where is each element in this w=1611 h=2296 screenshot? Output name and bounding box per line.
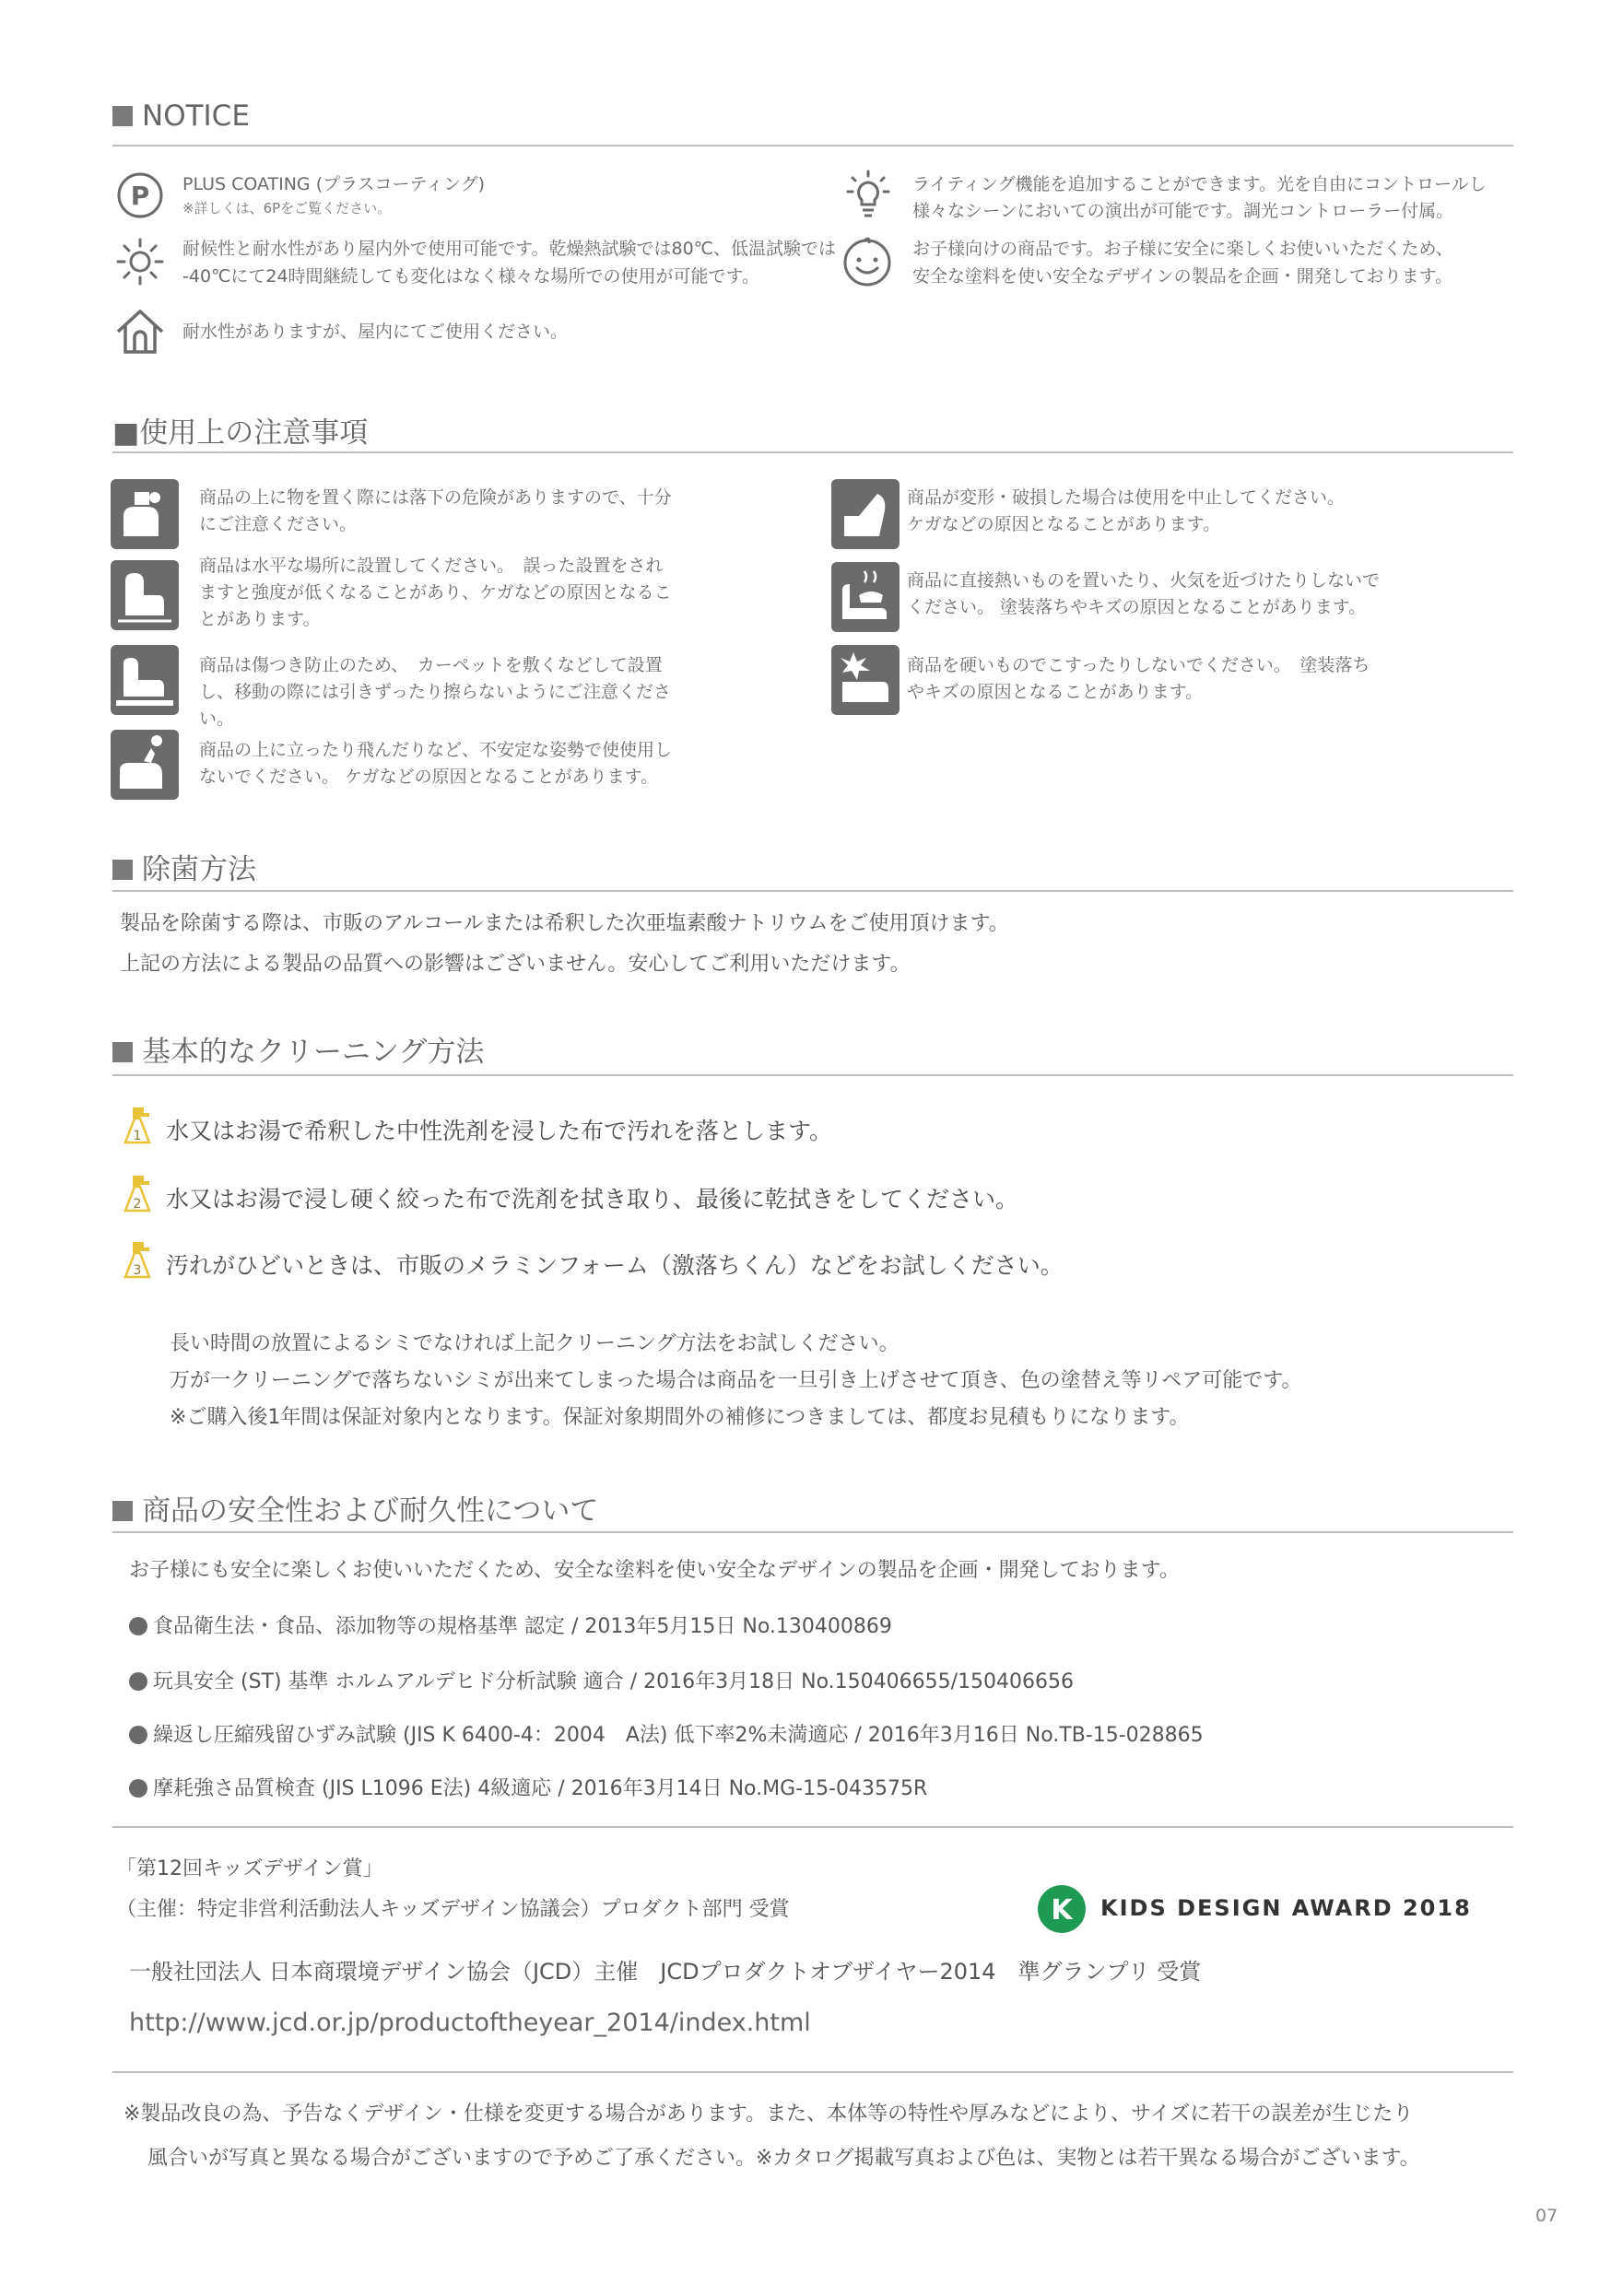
caution-left-2-line-2: ますと強度が低くなることがあり、ケガなどの原因となるこ <box>199 582 672 603</box>
safety-item: 摩耗強さ品質検査 (JIS L1096 E法) 4級適応 / 2016年3月14日 No.MG-15-043575R <box>129 1773 927 1801</box>
caution-right-1-line-1: 商品が変形・破損した場合は使用を中止してください。 <box>907 487 1346 508</box>
caution-left-3-line-3: い。 <box>199 709 235 729</box>
kids-design-logo-icon <box>1036 1883 1088 1935</box>
notice-kids-line-2: 安全な塗料を使い安全なデザインの製品を企画・開発しております。 <box>912 266 1453 287</box>
caution-left-2-line-1: 商品は水平な場所に設置してください。 誤った設置をされ <box>199 556 664 576</box>
caution-left-1-line-2: にご注意ください。 <box>199 514 358 534</box>
objects-on-seat-icon <box>111 479 179 549</box>
caution-left-4-line-1: 商品の上に立ったり飛んだりなど、不安定な姿勢で使使用し <box>199 740 673 760</box>
kids-award-title: 「第12回キッズデザイン賞」 <box>116 1857 383 1880</box>
step-2-number: 2 <box>133 1197 142 1212</box>
spray-bottle-step-1-icon <box>123 1106 151 1146</box>
bullet-dot-icon <box>129 1726 147 1744</box>
caution-left-1-line-1: 商品の上に物を置く際には落下の危険がありますので、十分 <box>199 487 672 508</box>
notice-lighting-line-2: 様々なシーンにおいての演出が可能です。調光コントローラー付属。 <box>912 201 1454 221</box>
scratch-icon <box>831 645 900 715</box>
divider <box>112 1074 1513 1076</box>
spray-bottle-step-3-icon <box>123 1240 151 1281</box>
notice-weather-line-2: -40℃にて24時間継続しても変化はなく様々な場所での使用が可能です。 <box>182 266 760 287</box>
step-1-number: 1 <box>133 1129 142 1143</box>
jcd-award: 一般社団法人 日本商環境デザイン協会（JCD）主催 JCDプロダクトオブザイヤー2014 準グランプリ 受賞 <box>129 1959 1202 1985</box>
notice-plus-coating-title: PLUS COATING (プラスコーティング) <box>182 174 486 194</box>
heading-square-icon <box>112 1042 133 1062</box>
carpet-icon <box>111 645 179 715</box>
notice-indoor-line: 耐水性がありますが、屋内にてご使用ください。 <box>182 322 569 342</box>
divider <box>112 1826 1513 1828</box>
spray-bottle-step-2-icon <box>123 1174 151 1214</box>
hot-object-icon <box>831 562 900 632</box>
kids-design-award-text: KIDS DESIGN AWARD 2018 <box>1100 1895 1472 1921</box>
jcd-url-link[interactable]: http://www.jcd.or.jp/productoftheyear_2014/index.html <box>129 2009 811 2037</box>
notice-plus-coating-note: ※詳しくは、6Pをご覧ください。 <box>182 200 392 217</box>
cleaning-step-1: 水又はお湯で希釈した中性洗剤を浸した布で汚れを落とします。 <box>166 1118 833 1144</box>
bullet-dot-icon <box>129 1779 147 1798</box>
cleaning-heading: 基本的なクリーニング方法 <box>112 1028 484 1070</box>
lightbulb-icon <box>842 170 894 221</box>
svg-text:P: P <box>130 181 150 211</box>
caution-heading: ■使用上の注意事項 <box>112 416 369 450</box>
heading-square-icon <box>112 860 133 880</box>
bullet-dot-icon <box>129 1672 147 1691</box>
caution-left-4-line-2: ないでください。 ケガなどの原因となることがあります。 <box>199 767 659 787</box>
caution-left-3-line-1: 商品は傷つき防止のため、 カーペットを敷くなどして設置 <box>199 655 663 675</box>
divider <box>112 2071 1513 2073</box>
house-icon <box>114 308 166 356</box>
caution-right-3-line-2: やキズの原因となることがあります。 <box>907 682 1204 702</box>
sterilize-line-2: 上記の方法による製品の品質への影響はございません。安心してご利用いただけます。 <box>120 953 911 976</box>
notice-lighting-line-1: ライティング機能を追加することができます。光を自由にコントロールし <box>912 174 1487 194</box>
sterilize-heading: 除菌方法 <box>112 846 256 887</box>
heading-square-icon <box>112 106 133 126</box>
caution-right-2-line-1: 商品に直接熱いものを置いたり、火気を近づけたりしないで <box>907 570 1381 591</box>
sun-icon <box>114 236 166 287</box>
sterilize-line-1: 製品を除菌する際は、市販のアルコールまたは希釈した次亜塩素酸ナトリウムをご使用頂けます。 <box>120 912 1009 935</box>
smiley-face-icon <box>841 234 894 287</box>
safety-heading: 商品の安全性および耐久性について <box>112 1487 598 1529</box>
cleaning-step-2: 水又はお湯で浸し硬く絞った布で洗剤を拭き取り、最後に乾拭きをしてください。 <box>166 1186 1019 1212</box>
p-circle-icon <box>116 171 164 219</box>
cleaning-step-3: 汚れがひどいときは、市販のメラミンフォーム（激落ちくん）などをお試しください。 <box>166 1252 1064 1279</box>
heading-square-icon <box>112 1501 133 1521</box>
standing-person-icon <box>111 730 179 800</box>
cleaning-note-3: ※ご購入後1年間は保証対象内となります。保証対象期間外の補修につきましては、都度お見積もりになります。 <box>170 1406 1190 1429</box>
divider <box>112 1531 1513 1533</box>
safety-intro: お子様にも安全に楽しくお使いいただくため、安全な塗料を使い安全なデザインの製品を企画・開発しております。 <box>129 1559 1180 1582</box>
level-surface-icon <box>111 560 179 630</box>
kids-award-subtitle: （主催：特定非営利活動法人キッズデザイン協議会）プロダクト部門 受賞 <box>116 1898 790 1921</box>
notice-kids-line-1: お子様向けの商品です。お子様に安全に楽しくお使いいただくため、 <box>912 239 1453 259</box>
caution-right-2-line-2: ください。 塗装落ちやキズの原因となることがあります。 <box>907 597 1367 617</box>
caution-left-2-line-3: とがあります。 <box>199 609 321 629</box>
notice-heading: NOTICE <box>112 100 250 133</box>
cleaning-note-1: 長い時間の放置によるシミでなければ上記クリーニング方法をお試しください。 <box>170 1332 900 1355</box>
safety-item: 繰返し圧縮残留ひずみ試験 (JIS K 6400-4：2004 A法) 低下率2%未満適応 / 2016年3月16日 No.TB-15-028865 <box>129 1719 1204 1748</box>
step-3-number: 3 <box>133 1263 142 1278</box>
bullet-dot-icon <box>129 1617 147 1635</box>
divider <box>112 890 1513 892</box>
cleaning-note-2: 万が一クリーニングで落ちないシミが出来てしまった場合は商品を一旦引き上げさせて頂き、色の塗替え等リペア可能です。 <box>170 1369 1302 1392</box>
safety-item: 玩具安全 (ST) 基準 ホルムアルデヒド分析試験 適合 / 2016年3月18日 No.150406655/150406656 <box>129 1666 1074 1694</box>
safety-item: 食品衛生法・食品、添加物等の規格基準 認定 / 2013年5月15日 No.130400869 <box>129 1611 892 1639</box>
divider <box>112 451 1513 453</box>
caution-right-3-line-1: 商品を硬いものでこすったりしないでください。 塗装落ち <box>907 655 1370 675</box>
footer-disclaimer-line-1: ※製品改良の為、予告なくデザイン・仕様を変更する場合があります。また、本体等の特性や厚みなどにより、サイズに若干の誤差が生じたり <box>123 2103 1414 2126</box>
damaged-product-icon <box>831 479 900 549</box>
notice-weather-line-1: 耐候性と耐水性があり屋内外で使用可能です。乾燥熱試験では80℃、低温試験では <box>182 239 836 259</box>
footer-disclaimer-line-2: 風合いが写真と異なる場合がございますので予めご了承ください。※カタログ掲載写真および色は、実物とは若干異なる場合がございます。 <box>147 2147 1420 2170</box>
caution-right-1-line-2: ケガなどの原因となることがあります。 <box>907 514 1221 534</box>
kids-logo-letter: K <box>1051 1894 1073 1927</box>
page-number: 07 <box>1535 2206 1558 2226</box>
divider <box>112 145 1513 146</box>
caution-left-3-line-2: し、移動の際には引きずったり擦らないようにご注意くださ <box>199 682 671 702</box>
